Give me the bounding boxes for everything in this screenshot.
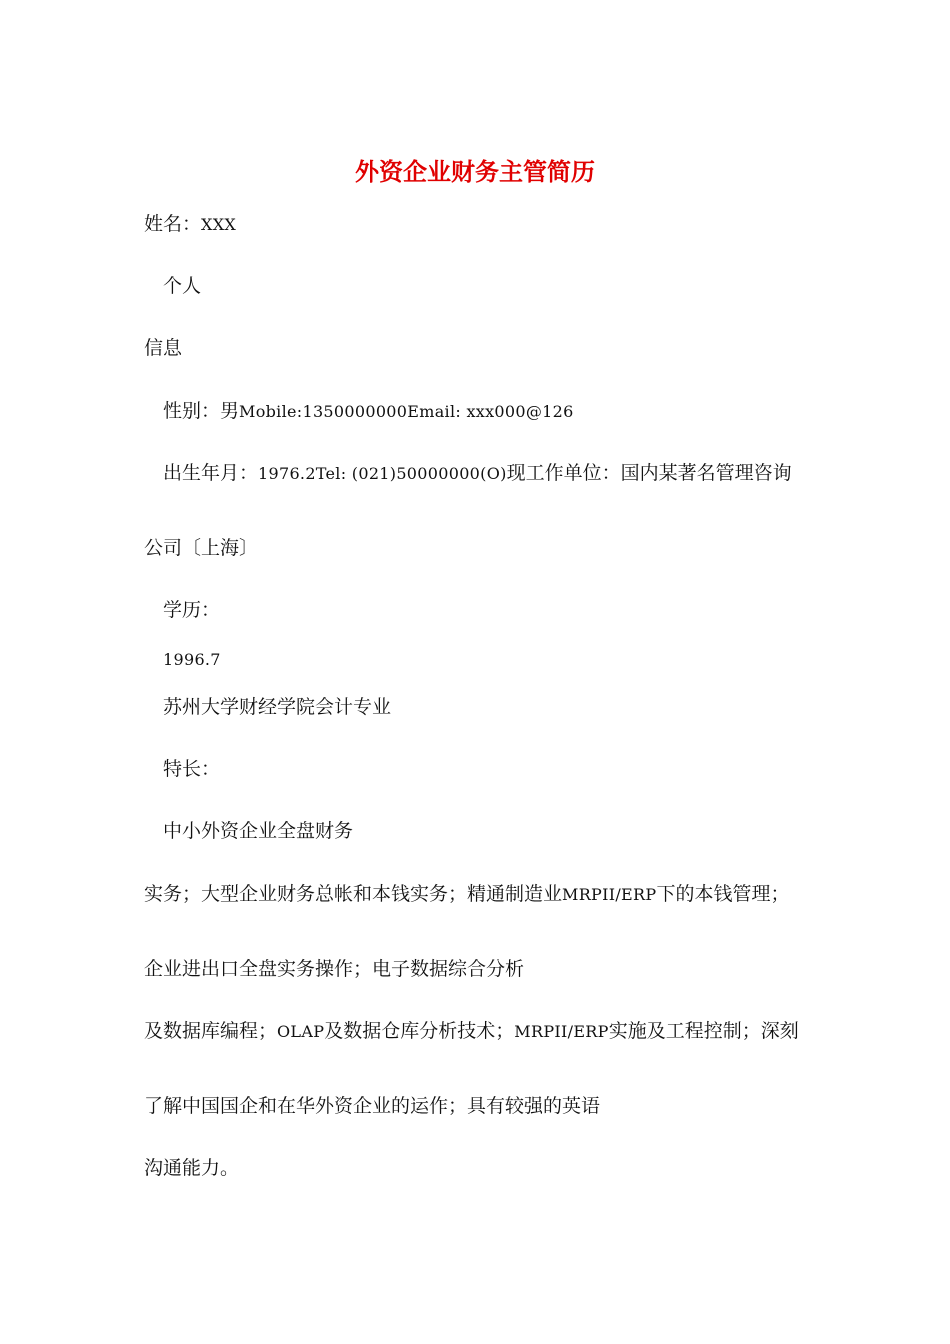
birth-line [163, 461, 792, 486]
section-personal-2: 信息 [144, 337, 183, 359]
specialty-line-6: 沟通能力。 [144, 1157, 240, 1179]
spec-2-part-a: 实务；大型企业财务总帐和本钱实务；精通制造业 [144, 883, 563, 905]
work-unit-continued: 公司〔上海〕 [144, 537, 259, 559]
gender-label: 性别：男 [163, 400, 240, 422]
spec-4-part-d: MRPII/ERP [514, 1022, 609, 1041]
section-personal-1: 个人 [163, 275, 202, 297]
spec-4-part-c: 及数据仓库分析技术； [324, 1020, 515, 1042]
name-line [144, 212, 236, 237]
name-value: XXX [201, 215, 237, 234]
education-label: 学历： [163, 599, 221, 621]
education-school: 苏州大学财经学院会计专业 [163, 696, 392, 718]
mobile-email: Mobile:1350000000Email: xxx000@126 [239, 402, 574, 421]
education-year: 1996.7 [163, 650, 221, 669]
spec-4-part-b: OLAP [277, 1022, 325, 1041]
specialty-line-4 [144, 1019, 799, 1044]
spec-4-part-e: 实施及工程控制；深刻 [608, 1020, 799, 1042]
specialty-line-1: 中小外资企业全盘财务 [163, 820, 354, 842]
specialty-line-3: 企业进出口全盘实务操作；电子数据综合分析 [144, 958, 525, 980]
name-label: 姓名： [144, 213, 202, 235]
birth-tel: 1976.2Tel: (021)50000000(O) [258, 464, 507, 483]
document-title: 外资企业财务主管简历 [355, 158, 595, 186]
specialty-label: 特长： [163, 758, 221, 780]
gender-contact-line [163, 399, 574, 424]
birth-label: 出生年月： [163, 462, 259, 484]
spec-2-part-c: 下的本钱管理； [656, 883, 790, 905]
specialty-line-2 [144, 882, 789, 907]
work-unit: 现工作单位：国内某著名管理咨询 [506, 462, 792, 484]
spec-2-part-b: MRPII/ERP [562, 885, 657, 904]
spec-4-part-a: 及数据库编程； [144, 1020, 278, 1042]
specialty-line-5: 了解中国国企和在华外资企业的运作；具有较强的英语 [144, 1095, 601, 1117]
